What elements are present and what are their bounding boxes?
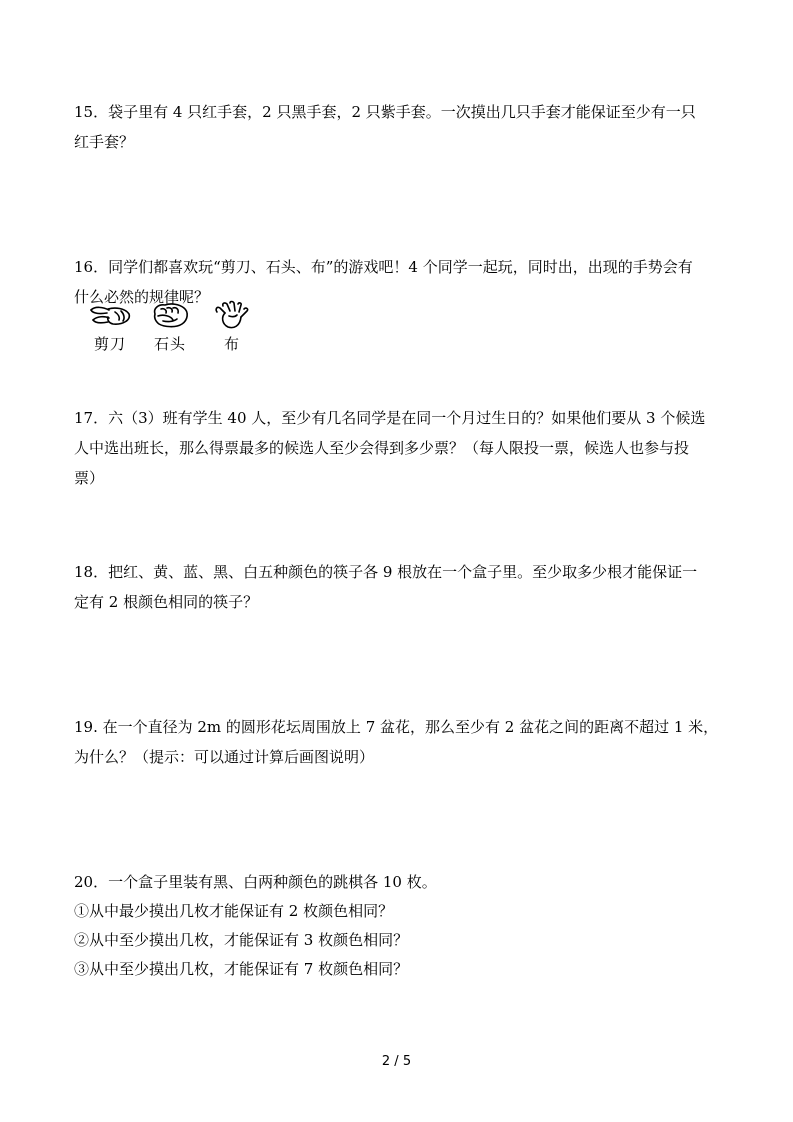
- question-15-line-2: 红手套？: [74, 133, 135, 151]
- gesture-rock-label: 石头: [153, 335, 186, 353]
- gesture-paper: [202, 300, 262, 354]
- question-16-line-2: 什么必然的规律呢？: [74, 288, 210, 306]
- question-20-sub-3: ③从中至少摸出几枚，才能保证有 7 枚颜色相同？: [74, 960, 409, 978]
- gesture-scissors: [80, 300, 140, 354]
- rock-fist-icon: [149, 300, 191, 330]
- question-17: [74, 403, 724, 493]
- gesture-rock: [140, 300, 200, 354]
- gesture-paper-label: 布: [223, 335, 240, 353]
- question-17-line-1: 17．六（3）班有学生 40 人，至少有几名同学是在同一个月过生日的？如果他们要从 3 个候选: [74, 409, 706, 427]
- question-18: [74, 557, 724, 617]
- question-15: [74, 97, 724, 157]
- paper-hand-icon: [211, 300, 253, 330]
- question-20-line-1: 20．一个盒子里装有黑、白两种颜色的跳棋各 10 枚。: [74, 873, 437, 891]
- question-19: [74, 712, 724, 772]
- page-number: 2 / 5: [381, 1054, 412, 1069]
- question-20: [74, 868, 724, 984]
- question-19-line-2: 为什么？（提示：可以通过计算后画图说明）: [74, 748, 375, 766]
- question-18-line-1: 18．把红、黄、蓝、黑、白五种颜色的筷子各 9 根放在一个盒子里。至少取多少根才能保证一: [74, 563, 698, 581]
- gesture-illustrations: [80, 300, 270, 360]
- question-15-line-1: 15．袋子里有 4 只红手套，2 只黑手套，2 只紫手套。一次摸出几只手套才能保证至少有一只: [74, 103, 696, 121]
- scissors-hand-icon: [87, 300, 133, 330]
- question-20-sub-1: ①从中最少摸出几枚才能保证有 2 枚颜色相同？: [74, 902, 394, 920]
- question-18-line-2: 定有 2 根颜色相同的筷子？: [74, 593, 259, 611]
- question-16-line-1: 16．同学们都喜欢玩“剪刀、石头、布”的游戏吧！4 个同学一起玩，同时出，出现的手势会有: [74, 258, 693, 276]
- question-17-line-2: 人中选出班长，那么得票最多的候选人至少会得到多少票？（每人限投一票，候选人也参与投: [74, 439, 690, 457]
- question-17-line-3: 票）: [74, 469, 105, 487]
- gesture-scissors-label: 剪刀: [93, 335, 126, 353]
- question-19-line-1: 19. 在一个直径为 2m 的圆形花坛周围放上 7 盆花，那么至少有 2 盆花之间的距离不超过 1 米，: [74, 718, 719, 736]
- question-20-sub-2: ②从中至少摸出几枚，才能保证有 3 枚颜色相同？: [74, 931, 409, 949]
